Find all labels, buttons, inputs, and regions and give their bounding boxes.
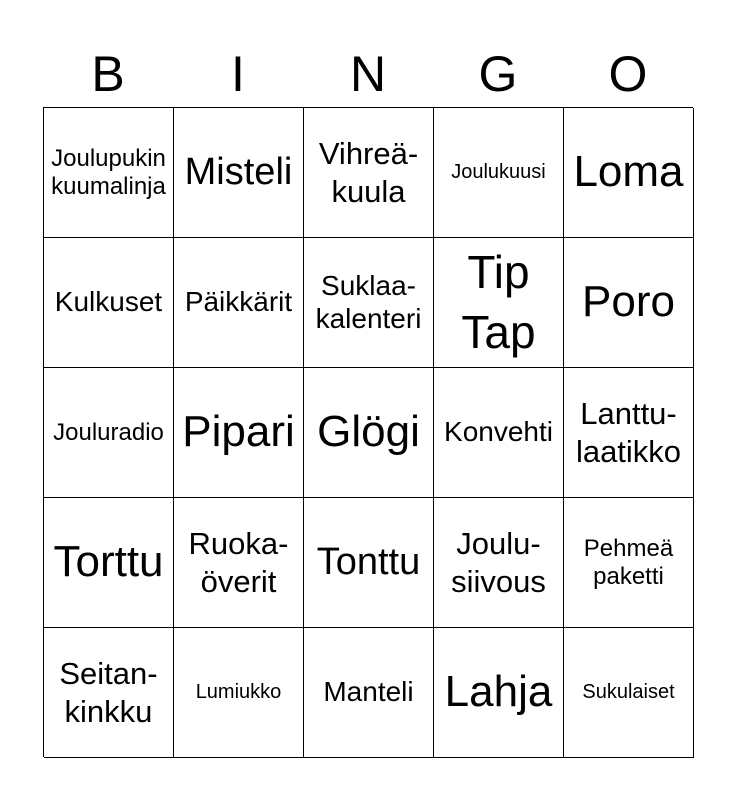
cell-label: Tip Tap	[461, 245, 536, 358]
bingo-cell[interactable]	[564, 498, 694, 628]
cell-label: Torttu	[53, 537, 164, 587]
cell-label: Loma	[573, 147, 684, 197]
cell-label: Poro	[582, 277, 675, 327]
bingo-cell[interactable]	[174, 108, 304, 238]
cell-label: Lanttu- laatikko	[575, 396, 682, 469]
bingo-cell[interactable]	[174, 368, 304, 498]
cell-label: Joulu- siivous	[451, 526, 546, 599]
cell-label: Manteli	[323, 676, 414, 708]
bingo-board	[43, 107, 693, 757]
cell-label: Konvehti	[444, 416, 553, 448]
cell-label: Suklaa- kalenteri	[315, 270, 422, 334]
cell-label: Joulukuusi	[451, 161, 546, 183]
bingo-cell[interactable]	[44, 238, 174, 368]
bingo-cell[interactable]	[434, 498, 564, 628]
cell-label: Ruoka- överit	[188, 526, 289, 599]
cell-label: Seitan- kinkku	[59, 656, 158, 729]
bingo-cell[interactable]	[564, 628, 694, 758]
cell-label: Pehmeä paketti	[583, 534, 674, 590]
bingo-cell[interactable]	[44, 498, 174, 628]
cell-label: Misteli	[184, 150, 293, 193]
bingo-cell[interactable]	[44, 108, 174, 238]
bingo-header	[43, 44, 693, 104]
cell-label: Jouluradio	[53, 418, 164, 446]
cell-label: Päikkärit	[184, 286, 293, 318]
bingo-cell[interactable]	[174, 628, 304, 758]
cell-label: Lumiukko	[195, 681, 282, 703]
cell-label: Sukulaiset	[582, 681, 675, 703]
bingo-cell[interactable]	[304, 628, 434, 758]
bingo-cell[interactable]	[174, 498, 304, 628]
bingo-cell[interactable]	[434, 628, 564, 758]
header-letter-i: I	[231, 46, 245, 102]
cell-label: Pipari	[182, 407, 295, 457]
bingo-cell[interactable]	[44, 368, 174, 498]
bingo-cell[interactable]	[434, 238, 564, 368]
cell-label: Lahja	[444, 667, 553, 717]
header-letter-g: G	[478, 46, 518, 102]
bingo-cell[interactable]	[174, 238, 304, 368]
bingo-cell[interactable]	[564, 368, 694, 498]
bingo-cell[interactable]	[564, 238, 694, 368]
cell-label: Joulupukin kuumalinja	[51, 144, 166, 200]
bingo-cell[interactable]	[44, 628, 174, 758]
bingo-cell[interactable]	[564, 108, 694, 238]
bingo-cell[interactable]	[304, 108, 434, 238]
bingo-cell[interactable]	[304, 238, 434, 368]
cell-label: Kulkuset	[54, 286, 163, 318]
header-letter-n: N	[349, 46, 387, 102]
bingo-cell[interactable]	[434, 108, 564, 238]
cell-label: Glögi	[317, 407, 420, 457]
bingo-cell[interactable]	[434, 368, 564, 498]
header-letter-o: O	[608, 46, 648, 102]
bingo-cell[interactable]	[304, 368, 434, 498]
header-letter-b: B	[91, 46, 125, 102]
cell-label: Vihreä- kuula	[318, 136, 419, 209]
bingo-cell[interactable]	[304, 498, 434, 628]
cell-label: Tonttu	[316, 540, 421, 583]
